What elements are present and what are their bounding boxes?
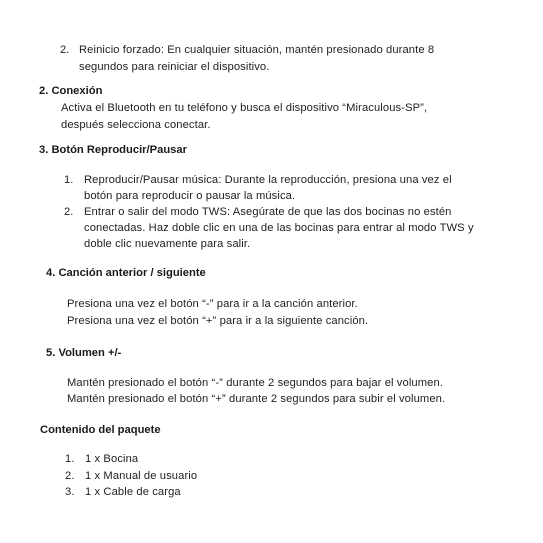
list-item-text: 1 x Bocina (85, 453, 139, 465)
list-number: 2. (65, 470, 75, 482)
paragraph-line: Mantén presionado el botón “-” durante 2 segundos para bajar el volumen. (67, 377, 443, 389)
section-heading-boton: 3. Botón Reproducir/Pausar (39, 144, 187, 156)
section-heading-contenido: Contenido del paquete (40, 424, 161, 436)
list-item-text: doble clic nuevamente para salir. (84, 238, 251, 250)
list-item-text: Reproducir/Pausar música: Durante la reproducción, presiona una vez el (84, 174, 452, 186)
list-item-text: Entrar o salir del modo TWS: Asegúrate de que las dos bocinas no estén (84, 206, 452, 218)
list-item-text: segundos para reiniciar el dispositivo. (79, 61, 270, 73)
paragraph-line: después selecciona conectar. (61, 119, 211, 131)
list-item-text: Reinicio forzado: En cualquier situación, mantén presionado durante 8 (79, 44, 435, 56)
list-number: 2. (60, 44, 70, 56)
paragraph-line: Presiona una vez el botón “+” para ir a la siguiente canción. (67, 315, 369, 327)
list-item-text: 1 x Manual de usuario (85, 470, 198, 482)
paragraph-line: Mantén presionado el botón “+” durante 2 segundos para subir el volumen. (67, 393, 446, 405)
paragraph-line: Presiona una vez el botón “-” para ir a la canción anterior. (67, 298, 358, 310)
paragraph-line: Activa el Bluetooth en tu teléfono y busca el dispositivo “Miraculous-SP”, (61, 102, 428, 114)
list-item-text: botón para reproducir o pausar la música. (84, 190, 296, 202)
list-item-text: 1 x Cable de carga (85, 486, 181, 498)
section-heading-conexion: 2. Conexión (39, 85, 103, 97)
list-number: 2. (64, 206, 74, 218)
section-heading-volumen: 5. Volumen +/- (46, 347, 122, 359)
list-number: 1. (64, 174, 74, 186)
section-heading-cancion: 4. Canción anterior / siguiente (46, 267, 206, 279)
list-number: 1. (65, 453, 75, 465)
list-item-text: conectadas. Haz doble clic en una de las bocinas para entrar al modo TWS y (84, 222, 474, 234)
list-number: 3. (65, 486, 75, 498)
